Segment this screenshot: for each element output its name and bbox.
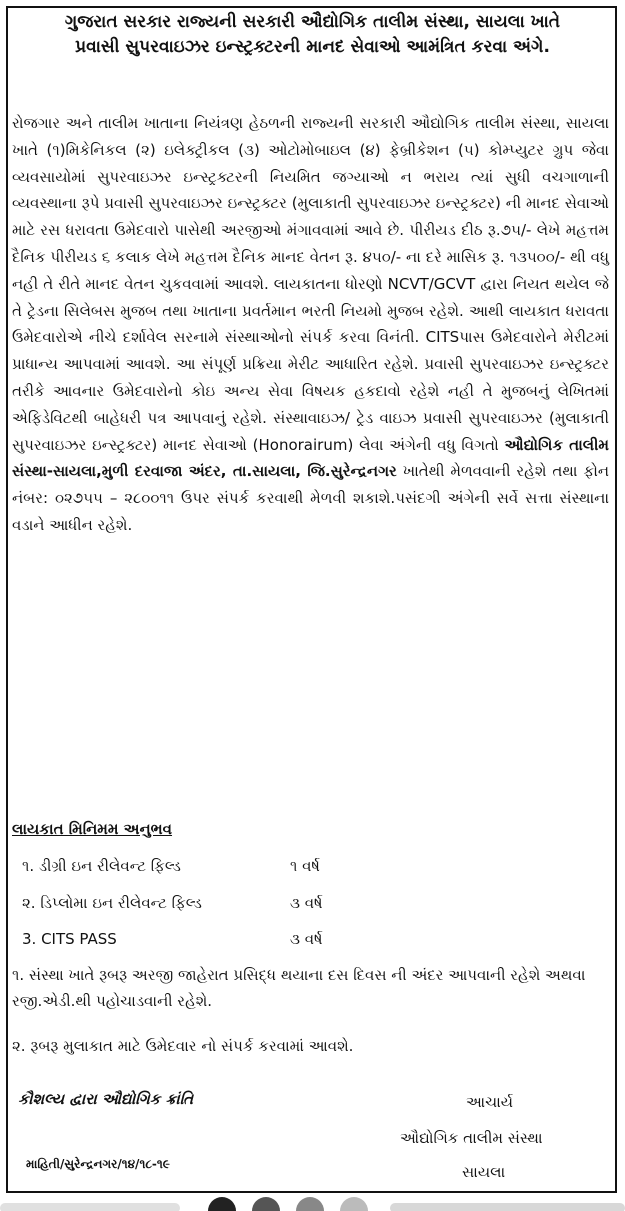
body-text-end: ખાતેથી મેળવવાની રહેશે તથા ફોન નંબર: ૦૨૭૫૫ – ૨૮૦૦૧૧ ઉપર સંપર્ક કરવાથી મેળવી શકાશે.પસંદગી અંગેની સર્વે સત્તા સંસ્થાના વડાને આધીન રહેશે.: [12, 462, 609, 534]
qualification-exp: ૧ વર્ષ: [290, 857, 320, 875]
notice-body: [12, 110, 609, 539]
title-line-2: પ્રવાસી સુપરવાઇઝર ઇન્સ્ટ્રક્ટરની માનદ સેવાઓ આમંત્રિત કરવા અંગે.: [75, 37, 550, 57]
title-line-1: ગુજરાત સરકાર રાજ્યની સરકારી ઔદ્યોગિક તાલીમ સંસ્થા, સાયલા ખાતે: [64, 12, 561, 32]
qualification-degree: ૨. ડિપ્લોમા ઇન રીલેવન્ટ ફિલ્ડ: [22, 894, 202, 912]
qualification-row: [22, 930, 323, 948]
page-edge-decoration: [0, 1197, 625, 1211]
qualification-degree: ૧. ડીગ્રી ઇન રીલેવન્ટ ફિલ્ડ: [22, 857, 181, 875]
notice-title: [10, 10, 615, 60]
body-text: રોજગાર અને તાલીમ ખાતાના નિયંત્રણ હેઠળની રાજ્યની સરકારી ઔદ્યોગિક તાલીમ સંસ્થા, સાયલા ખાતે (૧)મિકેનિકલ (૨) ઇલેક્ટ્રીકલ (૩) ઓટોમોબાઇલ (૪) ફેબ્રીકેશન (૫) કોમ્પ્યુટર ગ્રુપ જેવા વ્યવસાયોમાં સુપરવાઇઝર ઇન્સ્ટ્રક્ટરની નિયમિત જગ્યાઓ ન ભરાય ત્યાં સુધી વચગાળાની વ્યવસ્થાના રૂપે પ્રવાસી સુપરવાઇઝર ઇન્સ્ટ્રક્ટર (મુલાકાતી સુપરવાઇઝર ઇન્સ્ટ્રક્ટર) ની માનદ સેવાઓ માટે રસ ધરાવતા ઉમેદવારો પાસેથી અરજીઓ મંગાવવામાં આવે છે. પીરીયડ દીઠ રૂ.૭૫/- લેખે મહત્તમ દૈનિક પીરીયડ ૬ કલાક લેખે મહત્તમ દૈનિક માનદ વેતન રૂ. ૪૫૦/- ના દરે માસિક રૂ. ૧૩૫૦૦/- થી વધુ નહી તે રીતે માનદ વેતન ચુકવવામાં આવશે. લાયકાતના ધોરણો NCVT/GCVT દ્વારા નિયત થયેલ જે તે ટ્રેડના સિલેબસ મુજબ તથા ખાતાના પ્રવર્તમાન ભરતી નિયમો મુજબ રહેશે. આથી લાયકાત ધરાવતા ઉમેદવારોએ નીચે દર્શાવેલ સરનામે સંસ્થાઓનો સંપર્ક કરવા વિનંતી. CITSપાસ ઉમેદવારોને મેરીટમાં પ્રાધાન્ય આપવામાં આવશે. આ સંપૂર્ણ પ્રક્રિયા મેરીટ આધારિત રહેશે. પ્રવાસી સુપરવાઇઝર ઇન્સ્ટ્રક્ટર તરીકે આવનાર ઉમેદવારોનો કોઇ અન્ય સેવા વિષયક હકદાવો રહેશે નહી તે મુજબનું લેખિતમાં એફિડેવિટથી બાહેધરી પત્ર આપવાનું રહેશે. સંસ્થાવાઇઝ/ ટ્રેડ વાઇઝ પ્રવાસી સુપરવાઇઝર (મુલાકાતી સુપરવાઇઝર ઇન્સ્ટ્રક્ટર) માનદ સેવાઓ (Honorairum) લેવા અંગેની વધુ વિગતો: [12, 114, 609, 454]
qualification-degree: 3. CITS PASS: [22, 930, 117, 948]
signatory-place: સાયલા: [462, 1163, 506, 1181]
body-paragraph: [12, 110, 609, 539]
qualification-exp: ૩ વર્ષ: [290, 894, 323, 912]
qualification-heading: લાયકાત મિનિમમ અનુભવ: [12, 820, 173, 838]
qualification-row: [22, 894, 323, 912]
qualification-exp: ૩ વર્ષ: [290, 930, 323, 948]
qualification-row: [22, 857, 320, 875]
signatory-title: આચાર્ય: [466, 1093, 514, 1111]
slogan: કૌશલ્ય દ્વારા ઔદ્યોગિક ક્રાંતિ: [18, 1090, 194, 1108]
note-1: ૧. સંસ્થા ખાતે રૂબરૂ અરજી જાહેરાત પ્રસિદ્ધ થયાના દસ દિવસ ની અંદર આપવાની રહેશે અથવા રજી.એડી.થી પહોચાડવાની રહેશે.: [12, 966, 586, 1010]
info-code: માહિતી/સુરેન્દ્રનગર/૧૪/૧૮-૧૯: [26, 1157, 170, 1171]
signatory-org: ઔદ્યોગિક તાલીમ સંસ્થા: [400, 1129, 543, 1147]
body-address: ઔદ્યોગિક તાલીમ સંસ્થા-સાયલા,મુળી દરવાજા અંદર, તા.સાયલા, જિ.સુરેન્દ્રનગર: [12, 435, 609, 481]
note-2: ૨. રૂબરૂ મુલાકાત માટે ઉમેદવાર નો સંપર્ક કરવામાં આવશે.: [12, 1037, 354, 1055]
